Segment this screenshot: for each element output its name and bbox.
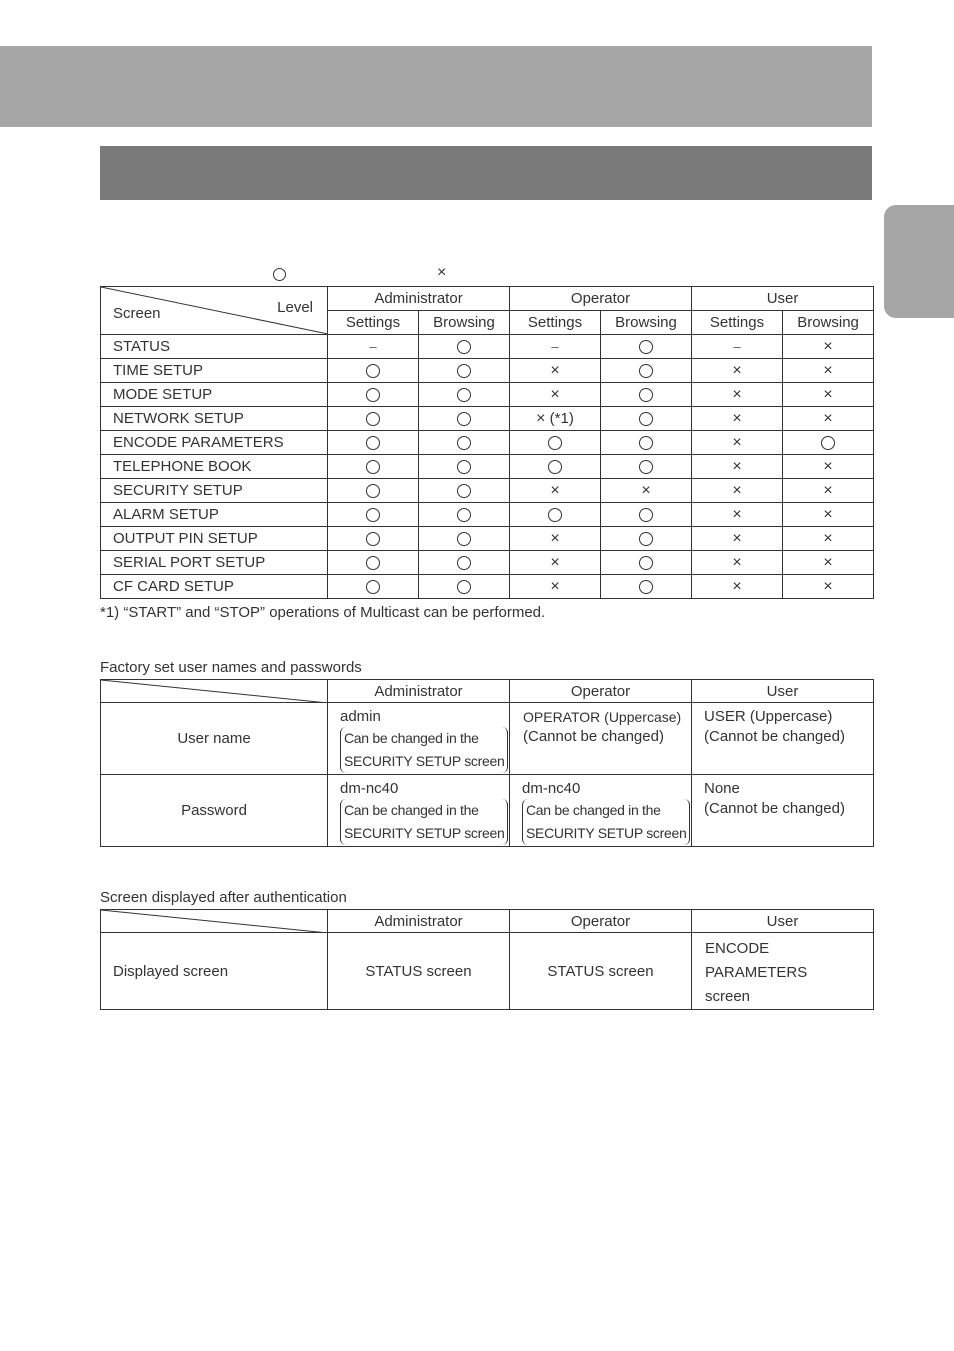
cross-icon: × — [823, 529, 833, 547]
permission-cell — [692, 335, 783, 359]
permission-cell — [601, 335, 692, 359]
permission-cell — [783, 455, 874, 479]
cross-icon: × — [550, 577, 560, 595]
after-auth-caption: Screen displayed after authentication — [100, 889, 347, 906]
permission-cell — [419, 551, 510, 575]
dash-mark: – — [551, 339, 559, 354]
table-row — [101, 479, 874, 503]
permission-cell — [783, 551, 874, 575]
row-screen-label: TELEPHONE BOOK — [101, 455, 328, 479]
permission-cell — [692, 527, 783, 551]
permission-cell — [419, 575, 510, 599]
cross-icon: × — [823, 337, 833, 355]
circle-icon — [639, 436, 653, 450]
operator-displayed-screen: STATUS screen — [510, 933, 692, 1010]
user-password-cell — [692, 775, 874, 847]
circle-icon — [457, 388, 471, 402]
permission-cell — [692, 575, 783, 599]
permission-cell — [419, 455, 510, 479]
circle-icon — [457, 556, 471, 570]
permission-cell — [510, 575, 601, 599]
after-auth-header-administrator: Administrator — [328, 910, 510, 933]
permission-cell — [783, 383, 874, 407]
permission-cell — [510, 383, 601, 407]
row-screen-label: ALARM SETUP — [101, 503, 328, 527]
permission-cell — [692, 455, 783, 479]
cross-icon: × — [550, 361, 560, 379]
operator-password-cell — [510, 775, 692, 847]
corner-label-screen: Screen — [113, 305, 161, 322]
admin-user-name-value: admin — [340, 708, 381, 725]
permission-cell — [328, 479, 419, 503]
circle-icon — [548, 460, 562, 474]
permission-cell — [510, 407, 601, 431]
circle-icon — [457, 412, 471, 426]
user-user-name-value: USER (Uppercase) — [704, 708, 833, 725]
row-screen-label: CF CARD SETUP — [101, 575, 328, 599]
cross-icon: × — [823, 553, 833, 571]
level-header-operator: Operator — [510, 287, 692, 311]
circle-icon — [639, 412, 653, 426]
circle-icon — [639, 508, 653, 522]
cross-icon: × — [732, 361, 742, 379]
circle-icon — [548, 508, 562, 522]
cross-icon: × — [823, 409, 833, 427]
circle-icon — [457, 340, 471, 354]
user-user-name-cell — [692, 703, 874, 775]
cross-icon: × — [550, 385, 560, 403]
table-row — [101, 359, 874, 383]
cross-icon: × — [732, 577, 742, 595]
admin-displayed-screen: STATUS screen — [328, 933, 510, 1010]
circle-icon — [366, 508, 380, 522]
subheader-cell: Browsing — [783, 311, 874, 335]
displayed-screen-label: Displayed screen — [101, 933, 328, 1010]
permission-cell — [419, 503, 510, 527]
corner-diagonal — [101, 680, 328, 703]
note-line: Can be changed in the — [344, 802, 479, 818]
level-header-administrator: Administrator — [328, 287, 510, 311]
permission-cell — [692, 503, 783, 527]
note-line: SECURITY SETUP screen — [344, 753, 505, 769]
cross-icon: × — [823, 457, 833, 475]
permission-cell — [419, 527, 510, 551]
legend-cross-icon: × — [437, 264, 447, 281]
admin-password-note — [340, 799, 508, 845]
permission-cell — [510, 359, 601, 383]
operator-password-note — [522, 799, 690, 845]
circle-icon — [457, 460, 471, 474]
user-displayed-screen-line2: screen — [705, 988, 751, 1005]
user-displayed-screen-line1: ENCODE PARAMETERS — [705, 940, 808, 981]
circle-icon — [366, 364, 380, 378]
table-row — [101, 431, 874, 455]
operator-user-name-note: (Cannot be changed) — [523, 728, 664, 745]
circle-icon — [366, 412, 380, 426]
permission-cell — [692, 431, 783, 455]
credentials-caption: Factory set user names and passwords — [100, 659, 362, 676]
permission-cell — [783, 335, 874, 359]
table-row — [101, 407, 874, 431]
permission-cell — [510, 431, 601, 455]
permission-cell — [419, 335, 510, 359]
user-password-note: (Cannot be changed) — [704, 800, 845, 817]
note-line: SECURITY SETUP screen — [344, 825, 505, 841]
operator-password-value: dm-nc40 — [522, 780, 581, 797]
user-password-value: None — [704, 780, 740, 797]
after-auth-table — [100, 909, 874, 1010]
circle-icon — [366, 532, 380, 546]
table-row — [101, 335, 874, 359]
cross-icon: × — [823, 361, 833, 379]
row-screen-label: TIME SETUP — [101, 359, 328, 383]
row-screen-label: MODE SETUP — [101, 383, 328, 407]
permission-cell — [328, 575, 419, 599]
permission-cell — [510, 503, 601, 527]
circle-icon — [639, 556, 653, 570]
cross-icon: × — [823, 481, 833, 499]
cross-icon: × — [823, 505, 833, 523]
permission-cell — [328, 527, 419, 551]
permission-cell — [783, 431, 874, 455]
operator-user-name-cell — [510, 703, 692, 775]
user-user-name-note: (Cannot be changed) — [704, 728, 845, 745]
table-row — [101, 383, 874, 407]
note-line: Can be changed in the — [344, 730, 479, 746]
after-auth-corner-cell — [101, 910, 328, 933]
credentials-table — [100, 679, 874, 847]
circle-icon — [366, 484, 380, 498]
permission-cell — [510, 455, 601, 479]
circle-icon — [639, 388, 653, 402]
credentials-corner-cell — [101, 680, 328, 703]
row-screen-label: ENCODE PARAMETERS — [101, 431, 328, 455]
admin-password-value: dm-nc40 — [340, 780, 399, 797]
circle-icon — [457, 484, 471, 498]
permission-cell — [601, 575, 692, 599]
subheader-cell: Settings — [328, 311, 419, 335]
cross-icon: × — [641, 481, 651, 499]
circle-icon — [639, 532, 653, 546]
subheader-cell: Browsing — [601, 311, 692, 335]
permission-cell — [692, 551, 783, 575]
cross-icon: × — [823, 577, 833, 595]
permission-cell — [510, 551, 601, 575]
table-row — [101, 503, 874, 527]
after-auth-header-user: User — [692, 910, 874, 933]
permission-cell — [601, 527, 692, 551]
circle-icon — [821, 436, 835, 450]
cross-icon: × — [732, 385, 742, 403]
circle-icon — [366, 388, 380, 402]
permission-cell — [328, 503, 419, 527]
section-title-band — [100, 146, 872, 200]
circle-icon — [639, 340, 653, 354]
permission-cell — [328, 335, 419, 359]
operator-user-name-value: OPERATOR (Uppercase) — [523, 709, 682, 725]
row-screen-label: OUTPUT PIN SETUP — [101, 527, 328, 551]
permission-cell — [328, 407, 419, 431]
corner-label-level: Level — [277, 299, 313, 316]
permission-cell — [328, 383, 419, 407]
credentials-header-user: User — [692, 680, 874, 703]
row-screen-label: STATUS — [101, 335, 328, 359]
permission-cell — [783, 407, 874, 431]
table-corner-cell — [101, 287, 328, 335]
permission-cell — [692, 383, 783, 407]
circle-icon — [639, 364, 653, 378]
cross-icon: × — [550, 529, 560, 547]
cross-icon: × — [732, 433, 742, 451]
permission-cell — [328, 431, 419, 455]
cross-icon: × — [732, 553, 742, 571]
subheader-cell: Settings — [510, 311, 601, 335]
table-row — [101, 455, 874, 479]
permission-cell — [601, 383, 692, 407]
circle-icon — [457, 436, 471, 450]
cross-icon: × — [732, 529, 742, 547]
permission-cell — [783, 359, 874, 383]
cross-icon: × — [823, 385, 833, 403]
credentials-header-administrator: Administrator — [328, 680, 510, 703]
circle-icon — [639, 460, 653, 474]
admin-user-name-note — [340, 727, 508, 773]
permission-cell — [783, 479, 874, 503]
permission-cell — [601, 407, 692, 431]
permission-cell — [328, 551, 419, 575]
table-row — [101, 575, 874, 599]
level-header-user: User — [692, 287, 874, 311]
admin-user-name-cell — [328, 703, 510, 775]
permission-cell — [783, 527, 874, 551]
subheader-cell: Settings — [692, 311, 783, 335]
permission-cell — [692, 407, 783, 431]
permission-cell — [601, 431, 692, 455]
circle-icon — [366, 436, 380, 450]
cross-icon: × — [550, 481, 560, 499]
footnote: *1) “START” and “STOP” operations of Multicast can be performed. — [100, 604, 546, 621]
side-chapter-tab — [884, 205, 954, 318]
circle-icon — [639, 580, 653, 594]
permission-cell — [601, 479, 692, 503]
circle-icon — [548, 436, 562, 450]
credentials-header-operator: Operator — [510, 680, 692, 703]
password-label: Password — [101, 775, 328, 847]
row-screen-label: SERIAL PORT SETUP — [101, 551, 328, 575]
permission-cell — [419, 407, 510, 431]
permission-cell — [601, 503, 692, 527]
dash-mark: – — [733, 339, 741, 354]
after-auth-header-operator: Operator — [510, 910, 692, 933]
legend-circle-icon — [273, 268, 286, 281]
permission-cell — [510, 479, 601, 503]
circle-icon — [366, 460, 380, 474]
permission-cell — [601, 359, 692, 383]
circle-icon — [457, 364, 471, 378]
row-screen-label: SECURITY SETUP — [101, 479, 328, 503]
permission-cell — [328, 359, 419, 383]
table-row — [101, 527, 874, 551]
circle-icon — [366, 556, 380, 570]
cross-icon: × — [732, 505, 742, 523]
note-line: SECURITY SETUP screen — [526, 825, 687, 841]
access-level-table — [100, 286, 874, 599]
cross-icon: × — [732, 481, 742, 499]
footnote-ref: (*1) — [545, 409, 574, 427]
permission-cell — [601, 551, 692, 575]
subheader-cell: Browsing — [419, 311, 510, 335]
note-line: Can be changed in the — [526, 802, 661, 818]
table-row — [101, 551, 874, 575]
permission-cell — [510, 527, 601, 551]
circle-icon — [457, 508, 471, 522]
cross-icon: × — [732, 457, 742, 475]
circle-icon — [457, 580, 471, 594]
permission-cell — [510, 335, 601, 359]
cross-icon: × — [550, 553, 560, 571]
permission-cell — [419, 479, 510, 503]
permission-cell — [692, 359, 783, 383]
user-name-label: User name — [101, 703, 328, 775]
row-screen-label: NETWORK SETUP — [101, 407, 328, 431]
permission-cell — [601, 455, 692, 479]
permission-cell — [783, 503, 874, 527]
cross-icon: × — [536, 409, 546, 427]
permission-cell — [419, 431, 510, 455]
admin-password-cell — [328, 775, 510, 847]
user-displayed-screen — [692, 933, 874, 1010]
corner-diagonal — [101, 910, 328, 933]
header-band — [0, 46, 872, 127]
permission-cell — [692, 479, 783, 503]
circle-icon — [457, 532, 471, 546]
cross-icon: × — [732, 409, 742, 427]
permission-cell — [328, 455, 419, 479]
permission-cell — [419, 359, 510, 383]
permission-cell — [419, 383, 510, 407]
dash-mark: – — [369, 339, 377, 354]
permission-cell — [783, 575, 874, 599]
circle-icon — [366, 580, 380, 594]
